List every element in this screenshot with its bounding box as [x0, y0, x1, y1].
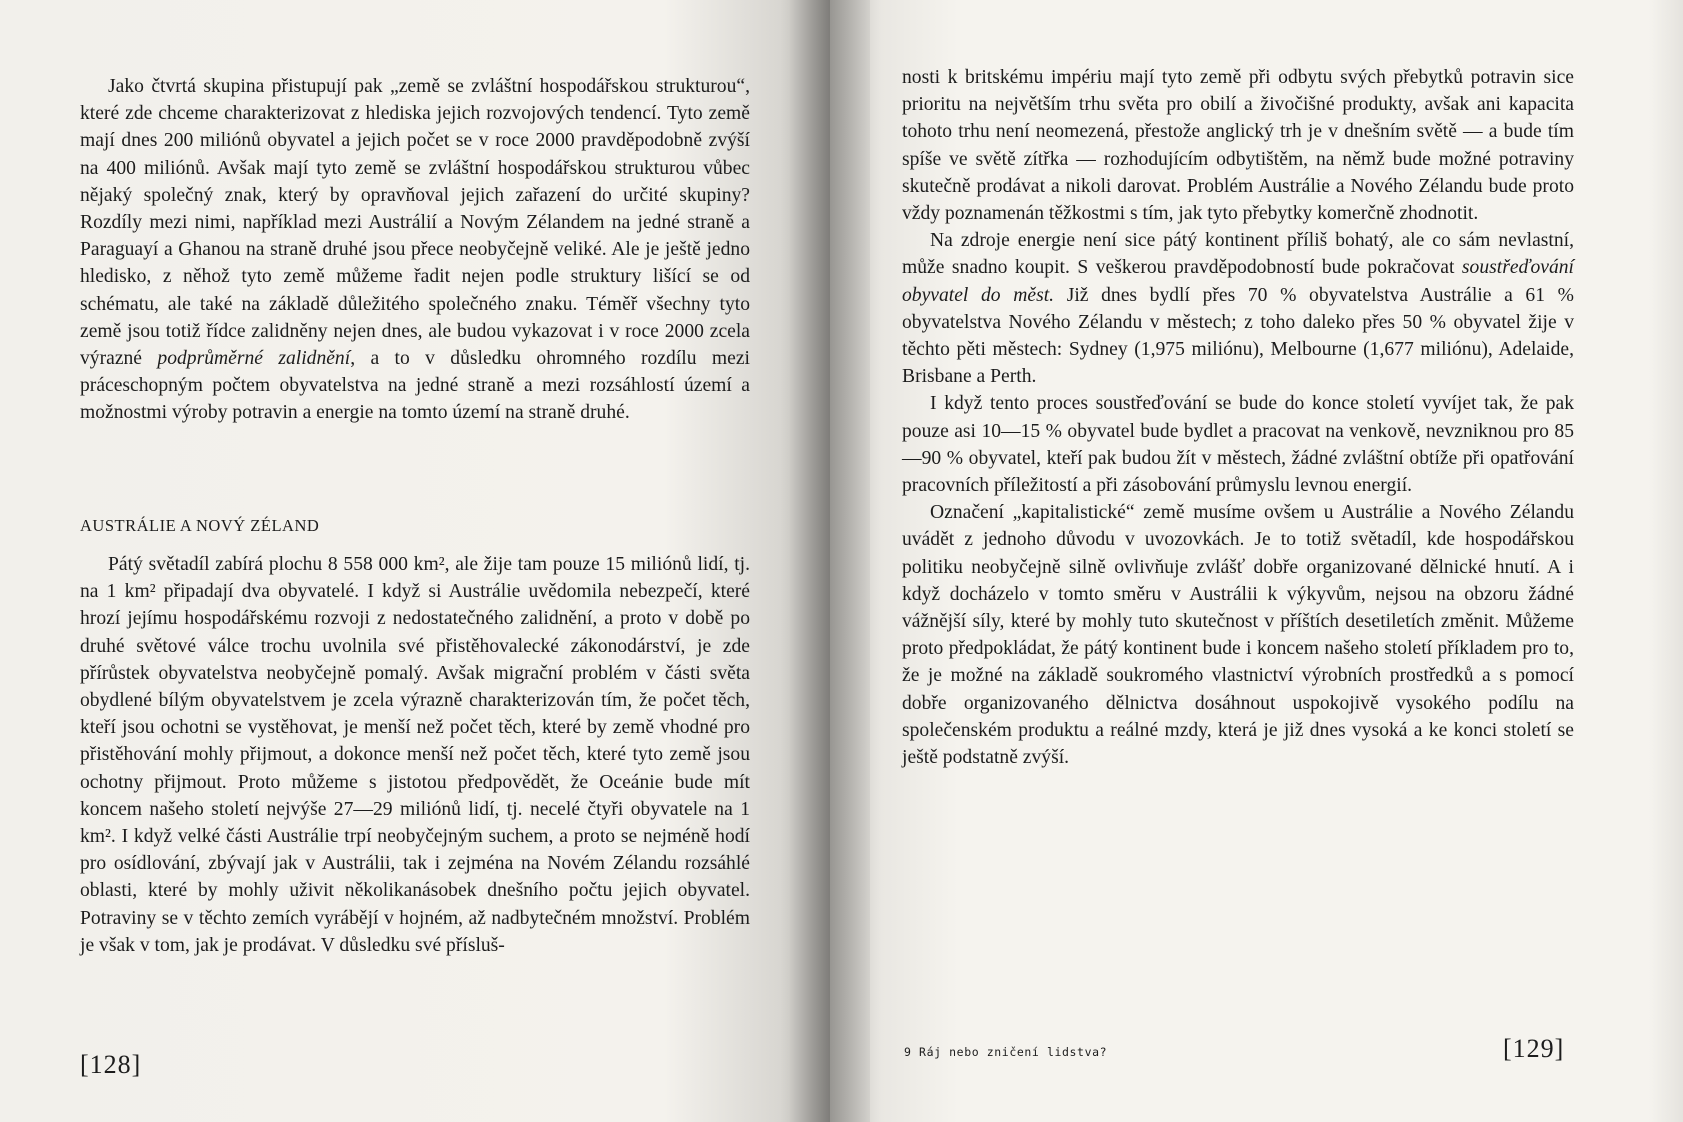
signature-mark: 9 Ráj nebo zničení lidstva?: [904, 1045, 1108, 1059]
page-number-left: [128]: [80, 1050, 142, 1079]
right-paragraph-3: I když tento proces soustřeďování se bude do konce století vyvíjet tak, že pak pouze asi 10—15 % obyvatel bude bydlet a pracovat na venkově, nevzniknou pro 85—90 % obyvatel, kteří pak budou žít v městech, žádné zvláštní obtíže při opatřování pracovních příležitostí a při zásobování průmyslu levnou energií.: [902, 393, 1574, 497]
left-paragraph-1: Jako čtvrtá skupina přistupují pak „země se zvláštní hospodářskou strukturou“, které zde chceme charakterizovat z hlediska jejich rozvojových tendencí. Tyto země mají dnes 200 miliónů obyvatel a jejich počet se v roce 2000 pravděpodobně zvýší na 400 miliónů. Avšak mají tyto země se zvláštní hospodářskou strukturou vůbec nějaký společný znak, který by opravňoval jejich zařazení do určité skupiny? Rozdíly mezi nimi, například mezi Austrálií a Novým Zélandem na jedné straně a Paraguayí a Ghanou na straně druhé jsou přece neobyčejně veliké. Ale je ještě jedno hledisko, z něhož tyto země můžeme řadit nejen podle struktury lišící se od schématu, ale také na základě důležitého společného znaku. Téměř všechny tyto země jsou totiž řídce zalidněny nejen dnes, ale budou vykazovat i v roce 2000 zcela výrazné podprůměrné zalidnění, a to v důsledku ohromného rozdílu mezi práceschopným počtem obyvatelstva na jedné straně a mezi rozsáhlostí území a možnostmi výroby potravin a energie na tomto území na straně druhé.: [80, 76, 750, 424]
italic-phrase: soustřeďování obyvatel do měst.: [902, 257, 1574, 306]
section-heading: AUSTRÁLIE A NOVÝ ZÉLAND: [80, 516, 320, 535]
page-number-right: [129]: [1503, 1034, 1565, 1063]
right-paragraph-4: Označení „kapitalistické“ země musíme ovšem u Austrálie a Nového Zélandu uvádět z jednoho důvodu v uvozovkách. Je to totiž světadíl, kde hospodářskou politiku neobyčejně silně ovlivňuje zvlášť dobře organizované dělnické hnutí. A i když docházelo v tomto směru v Austrálii k výkyvům, nejsou na obzoru žádné vážnější síly, které by mohly tuto skutečnost v příštích desetiletích změnit. Můžeme proto předpokládat, že pátý kontinent bude i koncem našeho století příkladem pro to, že je možné na základě soukromého vlastnictví výrobních prostředků a s pomocí dobře organizovaného dělnictva dosáhnout uspokojivě vysokého podílu na společenském produktu a reálné mzdy, která je již dnes vysoká a ke konci století se ještě podstatně zvýší.: [902, 502, 1574, 769]
right-paragraph-1: nosti k britskému impériu mají tyto země při odbytu svých přebytků potravin sice prioritu na největším trhu světa pro obilí a živočišné produkty, avšak ani kapacita tohoto trhu není neomezená, přestože anglický trh je v dnešním světě — a bude tím spíše ve světě zítřka — rozhodujícím odbytištěm, na němž bude možné potraviny skutečně prodávat a nikoli darovat. Problém Austrálie a Nového Zélandu bude proto vždy poznamenán těžkostmi s tím, jak tyto přebytky komerčně zhodnotit.: [902, 67, 1574, 225]
italic-phrase: podprůměrné zalidnění: [157, 348, 351, 370]
left-page: [0, 0, 830, 1122]
right-paragraph-2: Na zdroje energie není sice pátý kontinent příliš bohatý, ale co sám nevlastní, může snadno koupit. S veškerou pravděpodobností bude pokračovat soustřeďování obyvatel do měst. Již dnes bydlí přes 70 % obyvatelstva Austrálie a 61 % obyvatelstva Nového Zélandu v městech; z toho daleko přes 50 % obyvatel žije v těchto pěti městech: Sydney (1,975 miliónu), Melbourne (1,677 miliónu), Adelaide, Brisbane a Perth.: [902, 230, 1574, 388]
left-text-block-2: [80, 551, 750, 959]
right-text-block: [902, 64, 1574, 771]
left-text-block-1: [80, 73, 750, 427]
left-paragraph-2: Pátý světadíl zabírá plochu 8 558 000 km², ale žije tam pouze 15 miliónů lidí, tj. na 1 km² připadají dva obyvatelé. I když si Austrálie uvědomila nebezpečí, které hrozí jejímu hospodářskému rozvoji z nedostatečného zalidnění, a proto v době po druhé světové válce trochu uvolnila své přistěhovalecké zákonodárství, je zde přírůstek obyvatelstva neobyčejně pomalý. Avšak migrační problém v části světa obydlené bílým obyvatelstvem je zcela výrazně charakterizován tím, že počet těch, kteří jsou ochotni se vystěhovat, je menší než počet těch, které by země vhodné pro přistěhování mohly přijmout, a dokonce menší než počet těch, které tyto země jsou ochotny přijmout. Proto můžeme s jistotou předpovědět, že Oceánie bude mít koncem našeho století nejvýše 27—29 miliónů lidí, tj. necelé čtyři obyvatele na 1 km². I když velké části Austrálie trpí neobyčejným suchem, a proto se nejméně hodí pro osídlování, zbývají jak v Austrálii, tak i zejména na Novém Zélandu rozsáhlé oblasti, které by mohly uživit několikanásobek dnešního počtu jejich obyvatel. Potraviny se v těchto zemích vyrábějí v hojném, až nadbytečném množství. Problém je však v tom, jak je prodávat. V důsledku své přísluš-: [80, 554, 750, 956]
